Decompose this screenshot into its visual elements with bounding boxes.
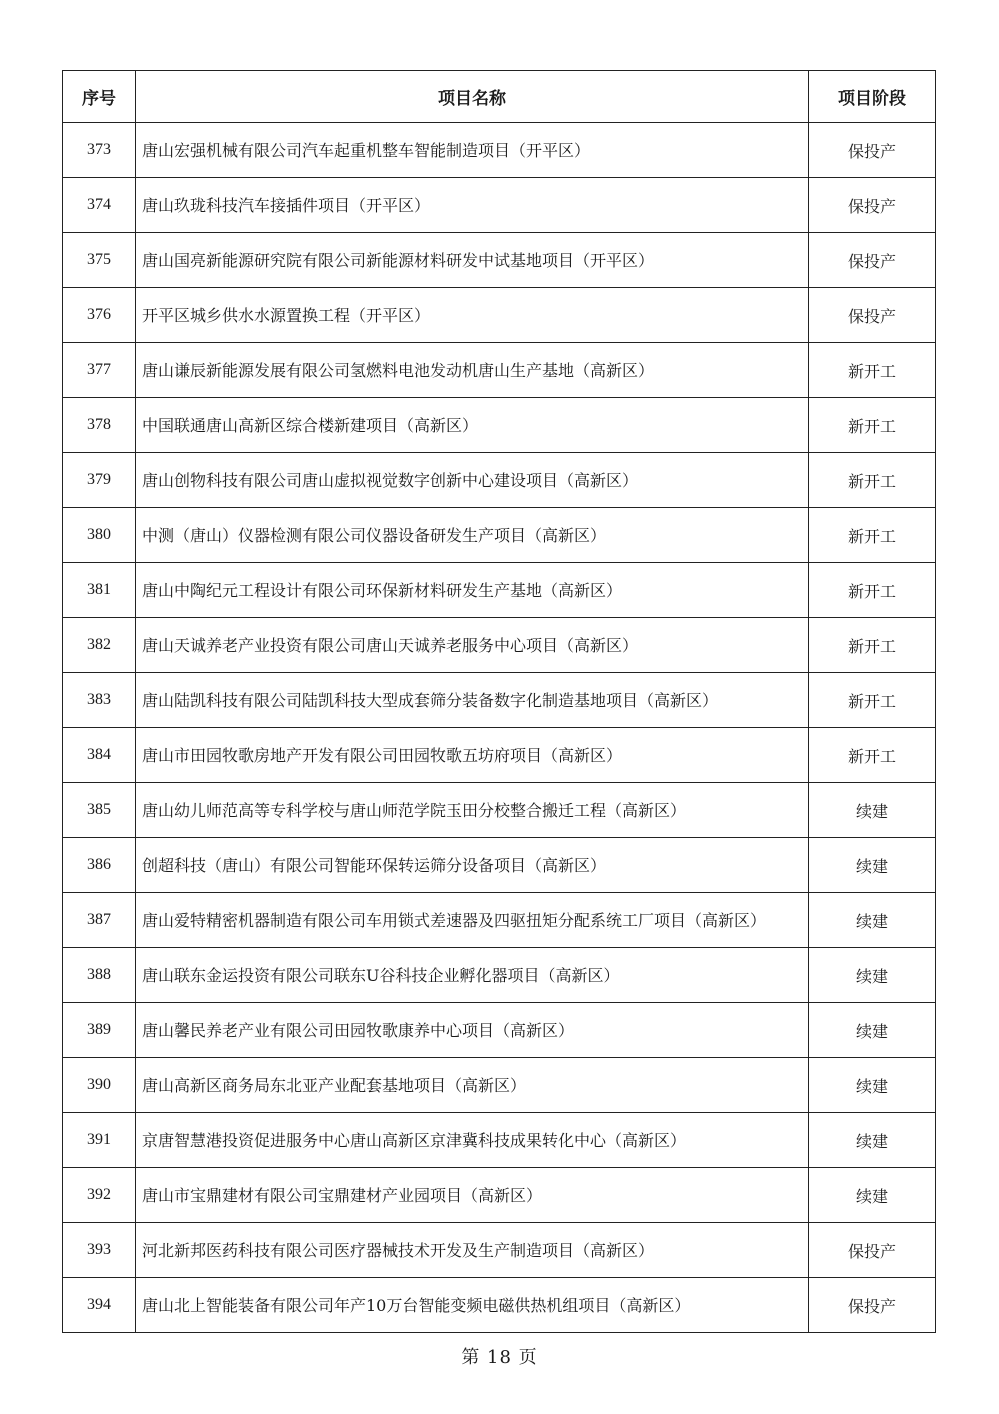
table-row [63, 673, 936, 728]
table-row [63, 618, 936, 673]
project-name: 创超科技（唐山）有限公司智能环保转运筛分设备项目（高新区） [136, 838, 809, 893]
project-name: 唐山北上智能装备有限公司年产10万台智能变频电磁供热机组项目（高新区） [136, 1278, 809, 1333]
project-stage: 新开工 [809, 728, 936, 783]
project-name: 唐山市宝鼎建材有限公司宝鼎建材产业园项目（高新区） [136, 1168, 809, 1223]
table-row [63, 893, 936, 948]
table-row [63, 288, 936, 343]
row-number: 386 [63, 838, 136, 893]
project-stage: 保投产 [809, 1278, 936, 1333]
row-number: 384 [63, 728, 136, 783]
table-row [63, 398, 936, 453]
table-row [63, 1278, 936, 1333]
row-number: 378 [63, 398, 136, 453]
row-number: 381 [63, 563, 136, 618]
header-no: 序号 [63, 71, 136, 123]
table-row [63, 453, 936, 508]
table-body [63, 123, 936, 1333]
project-name: 京唐智慧港投资促进服务中心唐山高新区京津冀科技成果转化中心（高新区） [136, 1113, 809, 1168]
row-number: 387 [63, 893, 136, 948]
project-stage: 新开工 [809, 453, 936, 508]
project-name: 唐山馨民养老产业有限公司田园牧歌康养中心项目（高新区） [136, 1003, 809, 1058]
project-name: 唐山爱特精密机器制造有限公司车用锁式差速器及四驱扭矩分配系统工厂项目（高新区） [136, 893, 809, 948]
project-name: 唐山中陶纪元工程设计有限公司环保新材料研发生产基地（高新区） [136, 563, 809, 618]
project-name: 唐山国亮新能源研究院有限公司新能源材料研发中试基地项目（开平区） [136, 233, 809, 288]
table-row [63, 1058, 936, 1113]
row-number: 393 [63, 1223, 136, 1278]
project-table [62, 70, 936, 1333]
project-name: 中国联通唐山高新区综合楼新建项目（高新区） [136, 398, 809, 453]
project-name: 唐山高新区商务局东北亚产业配套基地项目（高新区） [136, 1058, 809, 1113]
project-stage: 续建 [809, 1058, 936, 1113]
project-stage: 新开工 [809, 508, 936, 563]
table-row [63, 783, 936, 838]
row-number: 388 [63, 948, 136, 1003]
row-number: 394 [63, 1278, 136, 1333]
project-name: 唐山天诚养老产业投资有限公司唐山天诚养老服务中心项目（高新区） [136, 618, 809, 673]
table-row [63, 343, 936, 398]
project-stage: 新开工 [809, 563, 936, 618]
project-name: 唐山市田园牧歌房地产开发有限公司田园牧歌五坊府项目（高新区） [136, 728, 809, 783]
project-name: 唐山谦辰新能源发展有限公司氢燃料电池发动机唐山生产基地（高新区） [136, 343, 809, 398]
project-name: 唐山陆凯科技有限公司陆凯科技大型成套筛分装备数字化制造基地项目（高新区） [136, 673, 809, 728]
project-name: 唐山幼儿师范高等专科学校与唐山师范学院玉田分校整合搬迁工程（高新区） [136, 783, 809, 838]
row-number: 383 [63, 673, 136, 728]
row-number: 382 [63, 618, 136, 673]
project-stage: 保投产 [809, 1223, 936, 1278]
project-name: 河北新邦医药科技有限公司医疗器械技术开发及生产制造项目（高新区） [136, 1223, 809, 1278]
table-row [63, 563, 936, 618]
row-number: 379 [63, 453, 136, 508]
table-row [63, 1168, 936, 1223]
header-stage: 项目阶段 [809, 71, 936, 123]
project-stage: 续建 [809, 783, 936, 838]
project-stage: 续建 [809, 838, 936, 893]
row-number: 385 [63, 783, 136, 838]
row-number: 374 [63, 178, 136, 233]
table-row [63, 1223, 936, 1278]
row-number: 377 [63, 343, 136, 398]
project-stage: 新开工 [809, 343, 936, 398]
header-name: 项目名称 [136, 71, 809, 123]
project-stage: 续建 [809, 1168, 936, 1223]
project-stage: 新开工 [809, 673, 936, 728]
project-table-container [62, 70, 935, 1333]
table-row [63, 1113, 936, 1168]
table-header-row [63, 71, 936, 123]
project-name: 唐山联东金运投资有限公司联东U谷科技企业孵化器项目（高新区） [136, 948, 809, 1003]
row-number: 392 [63, 1168, 136, 1223]
table-row [63, 233, 936, 288]
project-name: 开平区城乡供水水源置换工程（开平区） [136, 288, 809, 343]
row-number: 373 [63, 123, 136, 178]
table-row [63, 1003, 936, 1058]
project-name: 唐山创物科技有限公司唐山虚拟视觉数字创新中心建设项目（高新区） [136, 453, 809, 508]
table-row [63, 838, 936, 893]
table-row [63, 508, 936, 563]
row-number: 375 [63, 233, 136, 288]
project-stage: 续建 [809, 948, 936, 1003]
project-stage: 新开工 [809, 398, 936, 453]
row-number: 389 [63, 1003, 136, 1058]
table-row [63, 178, 936, 233]
table-row [63, 123, 936, 178]
project-stage: 保投产 [809, 288, 936, 343]
project-name: 中测（唐山）仪器检测有限公司仪器设备研发生产项目（高新区） [136, 508, 809, 563]
project-name: 唐山玖珑科技汽车接插件项目（开平区） [136, 178, 809, 233]
page-number: 第 18 页 [461, 1347, 538, 1368]
project-stage: 续建 [809, 1003, 936, 1058]
project-name: 唐山宏强机械有限公司汽车起重机整车智能制造项目（开平区） [136, 123, 809, 178]
project-stage: 新开工 [809, 618, 936, 673]
project-stage: 续建 [809, 893, 936, 948]
row-number: 376 [63, 288, 136, 343]
row-number: 380 [63, 508, 136, 563]
table-row [63, 948, 936, 1003]
table-row [63, 728, 936, 783]
project-stage: 保投产 [809, 123, 936, 178]
project-stage: 保投产 [809, 178, 936, 233]
project-stage: 续建 [809, 1113, 936, 1168]
row-number: 390 [63, 1058, 136, 1113]
row-number: 391 [63, 1113, 136, 1168]
project-stage: 保投产 [809, 233, 936, 288]
